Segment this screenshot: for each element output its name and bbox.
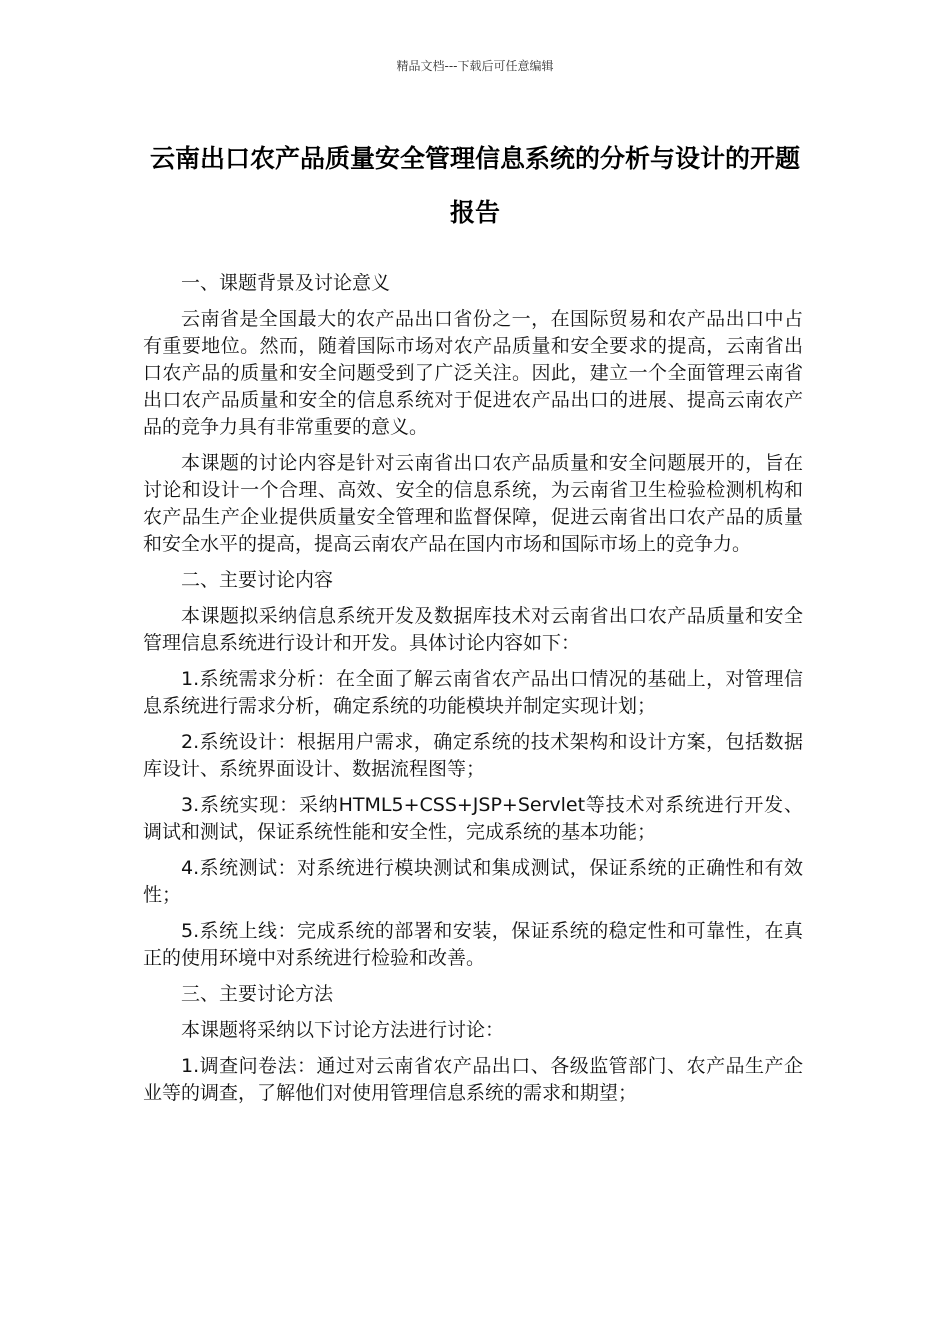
list-item-system-implementation: 3.系统实现：采纳HTML5+CSS+JSP+Servlet等技术对系统进行开发、调试和测试，保证系统性能和安全性，完成系统的基本功能； — [143, 794, 803, 843]
list-item-system-testing: 4.系统测试：对系统进行模块测试和集成测试，保证系统的正确性和有效性； — [143, 857, 803, 906]
list-item-system-launch: 5.系统上线：完成系统的部署和安装，保证系统的稳定性和可靠性，在真正的使用环境中对系统进行检验和改善。 — [143, 920, 803, 969]
paragraph-background-2: 本课题的讨论内容是针对云南省出口农产品质量和安全问题展开的，旨在讨论和设计一个合理、高效、安全的信息系统，为云南省卫生检验检测机构和农产品生产企业提供质量安全管理和监督保障，促进云南省出口农产品的质量和安全水平的提高，提高云南农产品在国内市场和国际市场上的竞争力。 — [143, 452, 803, 555]
list-item-questionnaire: 1.调查问卷法：通过对云南省农产品出口、各级监管部门、农产品生产企业等的调查，了解他们对使用管理信息系统的需求和期望； — [143, 1055, 803, 1104]
list-item-requirements-analysis: 1.系统需求分析：在全面了解云南省农产品出口情况的基础上，对管理信息系统进行需求分析，确定系统的功能模块并制定实现计划； — [143, 668, 803, 717]
document-title: 云南出口农产品质量安全管理信息系统的分析与设计的开题报告 — [149, 144, 800, 227]
section-heading-methods: 三、主要讨论方法 — [181, 983, 334, 1005]
section-heading-background: 一、课题背景及讨论意义 — [181, 272, 391, 294]
paragraph-methods-intro: 本课题将采纳以下讨论方法进行讨论： — [181, 1019, 505, 1041]
document-body — [143, 270, 803, 1116]
header-note: 精品文档---下载后可任意编辑 — [396, 59, 554, 73]
paragraph-main-content-intro: 本课题拟采纳信息系统开发及数据库技术对云南省出口农产品质量和安全管理信息系统进行设计和开发。具体讨论内容如下： — [143, 605, 803, 654]
list-item-system-design: 2.系统设计：根据用户需求，确定系统的技术架构和设计方案，包括数据库设计、系统界面设计、数据流程图等； — [143, 731, 803, 780]
paragraph-background-1: 云南省是全国最大的农产品出口省份之一，在国际贸易和农产品出口中占有重要地位。然而，随着国际市场对农产品质量和安全要求的提高，云南省出口农产品的质量和安全问题受到了广泛关注。因此，建立一个全面管理云南省出口农产品质量和安全的信息系统对于促进农产品出口的进展、提高云南农产品的竞争力具有非常重要的意义。 — [143, 308, 803, 438]
section-heading-main-content: 二、主要讨论内容 — [181, 569, 334, 591]
